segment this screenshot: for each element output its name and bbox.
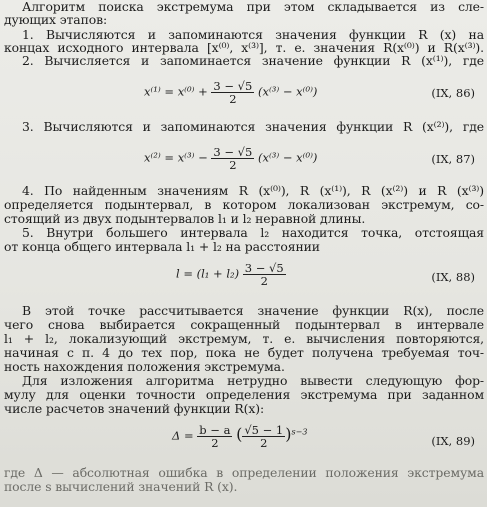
para-2-line-1: Для изложения алгоритма нетрудно вывести следующую фор-	[22, 373, 484, 388]
para-3-line-1: где Δ — абсолютная ошибка в определении положения экстремума	[4, 465, 484, 480]
step-4-line-1: 4. По найденным значениям R (x⁽⁰⁾), R (x⁽¹⁾), R (x⁽²⁾) и R (x⁽³⁾)	[22, 183, 484, 198]
equation-number-89: (IX, 89)	[431, 434, 475, 448]
para-1-line-5: ность нахождения положения экстремума.	[4, 359, 285, 374]
equation-ix-86: x⁽¹⁾ = x⁽⁰⁾ + $\frac{3 - √5}{2}$ (x⁽³⁾ − x⁽⁰⁾)	[144, 79, 318, 106]
intro-line-2: дующих этапов:	[4, 12, 108, 27]
para-1-line-4: начиная с п. 4 до тех пор, пока не будет получена требуемая точ-	[4, 345, 484, 360]
step-4-line-2: определяется подынтервал, в котором локализован экстремум, со-	[4, 197, 484, 212]
equation-ix-87: x⁽²⁾ = x⁽³⁾ − $\frac{3 - √5}{2}$ (x⁽³⁾ − x⁽⁰⁾)	[144, 145, 318, 172]
para-2-line-3: числе расчетов значений функции R(x):	[4, 401, 265, 416]
intro-line-1: Алгоритм поиска экстремума при этом складывается из сле-	[22, 0, 484, 14]
equation-number-87: (IX, 87)	[431, 152, 475, 166]
para-2-line-2: мулу для оценки точности определения экстремума при заданном	[4, 387, 484, 402]
equation-number-88: (IX, 88)	[431, 270, 475, 284]
step-4-line-3: стоящий из двух подынтервалов l₁ и l₂ неравной длины.	[4, 211, 366, 226]
step-2-line-1: 2. Вычисляется и запоминается значение функции R (x⁽¹⁾), где	[22, 53, 484, 68]
step-3-line-1: 3. Вычисляются и запоминаются значения функции R (x⁽²⁾), где	[22, 119, 484, 134]
equation-number-86: (IX, 86)	[431, 86, 475, 100]
equation-ix-88: l = (l₁ + l₂) $\frac{3 - √5}{2}$	[176, 261, 284, 288]
equation-ix-89: Δ = $\frac{b - a}{2}$ ( $\frac{√5 - 1}{2}$ )$^{s-3}$	[172, 423, 308, 450]
step-1-line-1: 1. Вычисляются и запоминаются значения функции R (x) на	[22, 27, 484, 42]
step-1-line-2: концах исходного интервала [x⁽⁰⁾, x⁽³⁾], т. е. значения R(x⁽⁰⁾) и R(x⁽³⁾).	[4, 40, 484, 55]
step-5-line-1: 5. Внутри большего интервала l₂ находится точка, отстоящая	[22, 225, 484, 240]
para-3-line-2: после s вычислений значений R (x).	[4, 479, 238, 494]
para-1-line-2: чего снова выбирается сокращенный подынтервал в интервале	[4, 317, 484, 332]
para-1-line-1: В этой точке рассчитывается значение функции R(x), после	[22, 303, 484, 318]
para-1-line-3: l₁ + l₂, локализующий экстремум, т. е. вычисления повторяются,	[4, 331, 484, 346]
step-5-line-2: от конца общего интервала l₁ + l₂ на расстоянии	[4, 239, 320, 254]
